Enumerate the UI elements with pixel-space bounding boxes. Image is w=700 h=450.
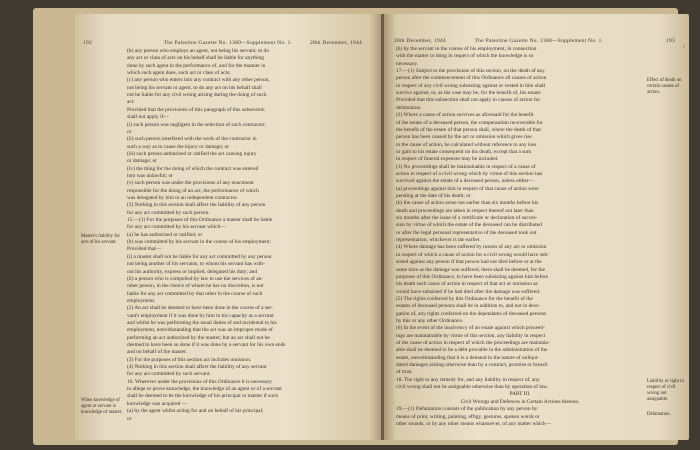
text-line: gation of, any rights conferred on the dependants of deceased persons xyxy=(396,310,547,317)
text-line: civil wrong shall not be assignable otherwise than by operation of law. xyxy=(396,384,549,391)
left-page xyxy=(75,14,382,440)
text-line: 15.—(1) For the purposes of this Ordinance a master shall be liable xyxy=(127,217,273,224)
text-line: shall be deemed to be the knowledge of his principal or master if such xyxy=(127,393,279,400)
text-line: with the matter or thing in respect of which the knowledge is so xyxy=(396,53,534,60)
text-line: Provided that this subsection shall not apply to causes of action for xyxy=(396,97,541,104)
text-line: (4) Where damage has been suffered by reason of any act or omission xyxy=(396,244,547,251)
text-line: act: xyxy=(127,99,135,106)
text-line: for any act committed by such person. xyxy=(127,209,210,216)
text-line: purposes of this Ordinance, to have been subsisting against him before xyxy=(396,273,549,280)
left-margin-note: When knowledge of agent or servant is knowledge of master. xyxy=(81,398,123,415)
text-line: performing an act authorized by the master; but an act shall not be xyxy=(127,334,270,341)
text-line: not be liable for any civil wrong arising during the doing of such xyxy=(127,92,267,99)
text-line: knowledge was acquired — xyxy=(127,400,188,407)
text-line: 17.—(1) Subject to the provisions of this section, on the death of any xyxy=(396,68,545,75)
text-line: Provided that— xyxy=(127,246,162,253)
text-line: (b) the cause of action arose not earlier than six months before his xyxy=(396,200,539,207)
text-line: responsible for the doing of an act, the performance of which xyxy=(127,187,259,194)
text-line: ings are maintainable by virtue of this section, any liability in respect xyxy=(396,332,546,339)
text-line: survived against the estate of a deceased person, unless either— xyxy=(396,178,535,185)
paragraph-marker: ✓ xyxy=(682,45,687,50)
text-line: Provided that the provisions of this paragraph of this subsection xyxy=(127,106,265,113)
text-line: (v) such person was under the provisions of any enactment xyxy=(127,180,254,187)
text-line: in respect of funeral expenses may be included. xyxy=(396,156,499,163)
text-line: not being his servant or agent, to do any act on his behalf shall xyxy=(127,84,262,91)
text-line: into was unlawful; or xyxy=(127,172,173,179)
text-line: done by such agent in the performance of, and for the manner in xyxy=(127,62,266,69)
text-line: or damage; or xyxy=(127,158,157,165)
text-line: death and proceedings are taken in respect thereof not later than xyxy=(396,207,534,214)
text-line: able shall be deemed to be a debt provable in the administration of the xyxy=(396,347,548,354)
text-line: 16. Wherever under the provisions of this Ordinance it is necessary xyxy=(127,378,272,385)
text-line: by this or any other Ordinance. xyxy=(396,317,464,324)
text-line: (4) Nothing in this section shall affect the liability of any servant xyxy=(127,364,267,371)
right-header-page-number: 193 xyxy=(666,38,675,44)
left-header-title: The Palestine Gazette No. 1380—Supplement No. 1. xyxy=(163,40,293,46)
open-book xyxy=(33,8,687,445)
text-line: and on behalf of the master. xyxy=(127,349,187,356)
text-line: in respect of which a cause of action for a civil wrong would have sub- xyxy=(396,251,549,258)
text-line: or gain to his estate consequent on his death, except that a sum xyxy=(396,148,532,155)
text-line: defamation. xyxy=(396,104,422,111)
text-line: shall not apply if— xyxy=(127,114,169,121)
left-header-date: 28th December, 1944 xyxy=(310,40,363,46)
text-line: deemed to have been so done if it was done by a servant for his own ends xyxy=(127,342,286,348)
right-header-date: 28th December, 1944 xyxy=(394,38,447,44)
text-line: liable for any act committed by that other in the course of such xyxy=(127,290,263,297)
text-line: (ii) such person interfered with the work of the contractor in xyxy=(127,136,257,143)
text-line: other person, in the choice of whom he has no discretion, is not xyxy=(127,283,264,290)
text-line: necessary. xyxy=(396,60,418,67)
text-line: such a way as to cause the injury or damage; or xyxy=(127,143,230,150)
text-line: estates of deceased persons shall be in addition to, and not in dero- xyxy=(396,303,540,310)
text-line: or after the legal personal representative of the deceased took out xyxy=(396,229,537,236)
right-margin-note: Defamation. xyxy=(647,412,671,417)
text-line: survive against, or, as the case may be, for the benefit of, his estate: xyxy=(396,90,542,97)
text-line: (a) he has authorized or ratified; or xyxy=(127,231,203,238)
text-line: Civil Wrongs and Defences in Certain Actions thereon. xyxy=(460,398,580,405)
text-line: the benefit of the estate of that person shall, where the death of that xyxy=(396,126,541,133)
right-margin-note: Liability or right in respect of civil wrong not assignable. xyxy=(647,379,684,402)
text-line: (i) such person was negligent in the selection of such contractor; xyxy=(127,121,266,128)
text-line: for any act committed by his servant which— xyxy=(127,224,226,231)
text-line: (b) any person who employs an agent, not being his servant, to do xyxy=(127,48,269,54)
text-line: means of print, writing, painting, effigy, gestures, spoken words or xyxy=(396,413,540,420)
text-line: 19.—(1) Defamation consists of the publication by any person by xyxy=(396,406,538,413)
text-line: sion by virtue of which the estate of the deceased can be distributed xyxy=(396,222,542,229)
text-line: PART III. xyxy=(509,391,531,398)
text-line: (2) An act shall be deemed to have been done in the course of a ser- xyxy=(127,305,273,312)
text-line: other sounds, or by any other means whatsoever, of any matter which— xyxy=(396,420,552,427)
text-line: employment. xyxy=(127,297,156,304)
left-margin-note: Master's liability for acts of his servant. xyxy=(81,234,120,245)
text-line: sisted against any person if that person had not died before or at the xyxy=(396,259,542,266)
text-line: employment, notwithstanding that the act was an improper mode of xyxy=(127,327,273,334)
text-line: which such agent does, such act or class of acts; xyxy=(127,70,231,77)
text-line: was delegated by him to an independent contractor. xyxy=(127,195,238,201)
text-line: for any act committed by such servant. xyxy=(127,371,211,378)
text-line: pending at the date of his death; or xyxy=(396,193,471,199)
text-line: (b) by the servant in the course of his employment, in connection xyxy=(396,46,537,52)
text-line: of the cause of action in respect of which the proceedings are maintain- xyxy=(396,340,550,346)
text-line: same time as the damage was suffered, there shall be deemed, for the xyxy=(396,266,545,273)
text-line: dated damages arising otherwise than by a contract, promise or breach xyxy=(396,362,548,369)
text-line: of the estate of a deceased person, the compensation recoverable for xyxy=(396,119,543,126)
text-line: would have subsisted if he had died after the damage was suffered. xyxy=(396,288,541,295)
text-line: (5) The rights conferred by this Ordinance for the benefit of the xyxy=(396,295,533,302)
text-line: and whilst he was performing the usual duties of and incidental to his xyxy=(127,319,277,326)
text-line: estate, notwithstanding that it is a demand in the nature of unliqui- xyxy=(396,354,540,361)
text-line: (iii) such person authorized or ratified the act causing injury xyxy=(127,150,257,157)
text-line: of trust. xyxy=(396,369,413,376)
text-line: or xyxy=(127,128,132,135)
text-line: to allege or prove knowledge, the knowledge of an agent or of a servant xyxy=(127,386,282,393)
text-line: (6) In the event of the insolvency of an estate against which proceed- xyxy=(396,325,545,332)
text-line: (c) any person who enters into any contract with any other person, xyxy=(127,77,270,84)
left-header-page-number: 192 xyxy=(83,40,92,46)
text-line: to the cause of action, be calculated without reference to any loss xyxy=(396,141,537,148)
text-line: action in respect of a civil wrong which by virtue of this section has xyxy=(396,170,543,177)
right-margin-note: Effect of death on certain causes of action. xyxy=(647,78,682,95)
text-line: (2) Where a cause of action survives as aforesaid for the benefit xyxy=(396,112,534,119)
text-line: out his authority, express or implied, delegated his duty; and xyxy=(127,268,258,275)
text-line: vant's employment if it was done by him in his capacity as a servant xyxy=(127,312,274,319)
text-line: (i) a master shall not be liable for any act committed by any person xyxy=(127,253,272,260)
text-line: 18. The right to any remedy for, and any liability in respect of, any xyxy=(396,376,540,383)
text-line: not being another of his servants, to whom his servant has with- xyxy=(127,261,265,268)
text-line: or xyxy=(127,415,132,422)
text-line: person has been caused by the act or omission which gives rise xyxy=(396,134,532,141)
text-line: (a) by the agent whilst acting for and on behalf of his principal; xyxy=(127,408,264,415)
text-line: person after the commencement of this Ordinance all causes of action xyxy=(396,75,547,82)
text-line: in respect of any civil wrong subsisting against or vested in him shall xyxy=(396,82,546,89)
right-header-title: The Palestine Gazette No. 1380—Supplement No. 1. xyxy=(474,38,604,44)
text-line: (b) was committed by his servant in the course of his employment: xyxy=(127,239,271,246)
text-line: representation, whichever is the earlier. xyxy=(396,237,481,244)
text-line: (ii) a person who is compelled by law to use the services of an- xyxy=(127,275,264,282)
text-line: (iv) the thing for the doing of which the contract was entered xyxy=(127,165,259,172)
right-page xyxy=(384,14,689,440)
text-line: (3) For the purposes of this section act includes omission. xyxy=(127,356,252,363)
text-line: six months after the issue of a certificate or declaration of succes- xyxy=(396,215,538,222)
text-line: (a) proceedings against him in respect of that cause of action were xyxy=(396,185,539,192)
text-line: any act or class of acts on his behalf shall be liable for anything xyxy=(127,55,264,62)
text-line: (3) No proceedings shall be maintainable in respect of a cause of xyxy=(396,163,536,170)
text-line: (3) Nothing in this section shall affect the liability of any person xyxy=(127,202,266,209)
text-line: his death such cause of action in respect of that act or omission as xyxy=(396,281,538,288)
